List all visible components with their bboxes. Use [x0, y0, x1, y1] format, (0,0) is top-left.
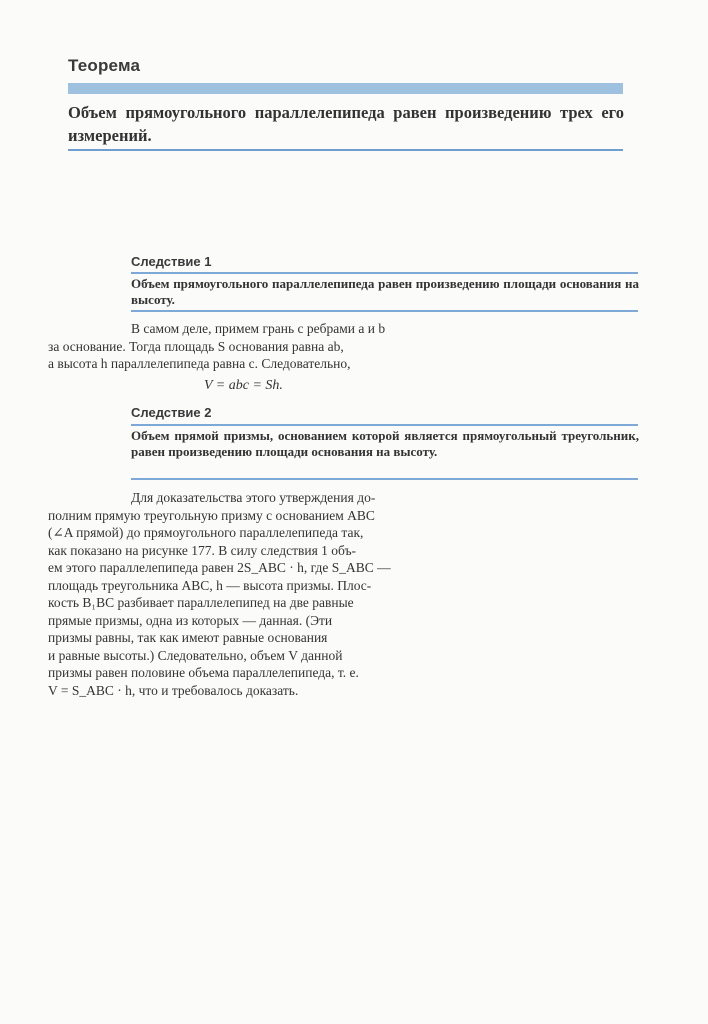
- proof-line: кость B₁BC разбивает параллелепипед на две равные: [48, 595, 354, 610]
- corollary1-statement: Объем прямоугольного параллелепипеда равен произведению площади основания на высоту.: [131, 276, 639, 307]
- proof-line: призмы равны, так как имеют равные основания: [48, 630, 328, 645]
- proof-line: как показано на рисунке 177. В силу следствия 1 объ-: [48, 542, 357, 558]
- corollary1-top-rule: [131, 272, 638, 274]
- proof-line: Для доказательства этого утверждения до-: [131, 490, 376, 505]
- proof-line: полним прямую треугольную призму с основанием ABC: [48, 507, 375, 523]
- theorem-accent-band: [68, 83, 623, 94]
- proof-line: (∠A прямой) до прямоугольного параллелепипеда так,: [48, 525, 364, 540]
- proof-line: призмы равен половине объема параллелепипеда, т. е.: [48, 665, 359, 680]
- corollary2-top-rule: [131, 424, 638, 426]
- corollary2-statement: Объем прямой призмы, основанием которой является прямоугольный треугольник, равен произведению площади основания на высоту.: [131, 428, 639, 459]
- text-line: В самом деле, примем грань с ребрами a и b: [131, 321, 386, 336]
- corollary1-explanation: [48, 320, 473, 373]
- theorem-divider: [68, 149, 623, 151]
- proof-line: ем этого параллелепипеда равен 2S_ABC · h, где S_ABC —: [48, 560, 391, 575]
- text-line: а высота h параллелепипеда равна c. Следовательно,: [48, 356, 351, 371]
- proof-line: V = S_ABC · h, что и требовалось доказать.: [48, 682, 299, 698]
- corollary1-bottom-rule: [131, 310, 638, 312]
- corollary1-heading: Следствие 1: [131, 254, 212, 269]
- corollary2-proof: [48, 489, 473, 699]
- theorem-statement: Объем прямоугольного параллелепипеда равен произведению трех его измерений.: [68, 103, 624, 145]
- proof-line: и равные высоты.) Следовательно, объем V данной: [48, 647, 343, 663]
- theorem-heading: Теорема: [68, 56, 141, 75]
- proof-line: площадь треугольника ABC, h — высота призмы. Плос-: [48, 577, 372, 593]
- corollary2-heading: Следствие 2: [131, 405, 212, 420]
- text-line: за основание. Тогда площадь S основания равна ab,: [48, 338, 344, 354]
- corollary2-bottom-rule: [131, 478, 638, 480]
- corollary1-formula: V = abc = Sh.: [204, 378, 283, 393]
- proof-line: прямые призмы, одна из которых — данная. (Эти: [48, 612, 333, 628]
